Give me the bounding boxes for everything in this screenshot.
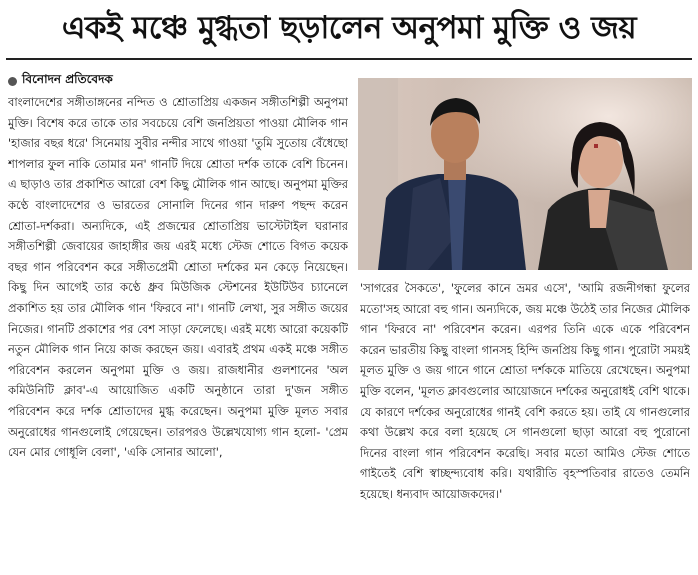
byline-bullet-icon: [8, 77, 17, 86]
headline: একই মঞ্চে মুগ্ধতা ছড়ালেন অনুপমা মুক্তি ও জয়: [61, 10, 637, 46]
article-photo: [358, 78, 692, 270]
byline: [8, 72, 113, 90]
article-column-left: বাংলাদেশের সঙ্গীতাঙ্গনের নন্দিত ও শ্রোতাপ্রিয় একজন সঙ্গীতশিল্পী অনুপমা মুক্তি। বিশেষ করে তাকে তার সবচেয়ে বেশি জনপ্রিয়তা পাওয়া মৌলিক গান 'হাজার বছর ধরে' সিনেমায় সুবীর নন্দীর সাথে গাওয়া 'তুমি সুতোয় বেঁধেছো শাপলার ফুল নাকি তোমার মন' গানটি দিয়ে শ্রোতা দর্শক তাকে বেশি চিনেন। এ ছাড়াও তার প্রকাশিত আরো বেশ কিছু মৌলিক গান আছে। অনুপমা মুক্তির কণ্ঠে বাংলাদেশের ও ভারতের সোনালি দিনের গান দারুণ পছন্দ করেন শ্রোতা-দর্শকরা। অন্যদিকে, এই প্রজন্মের শ্রোতাপ্রিয় ভাস্টেটাইল ঘরানার সঙ্গীতশিল্পী জেবায়ের জাহাঙ্গীর জয় এরই মধ্যে স্টেজ শোতে বিগত কয়েক বছর গান পরিবেশন করে সঙ্গীতপ্রেমী শ্রোতা দর্শকের মন কেড়ে নিয়েছেন। কিছু দিন আগেই তার কণ্ঠে ধ্রুব মিউজিক স্টেশনের ইউটিউব চ্যানেলে প্রকাশিত হয় তার মৌলিক গান 'ফিরবে না'। গানটি লেখা, সুর সঙ্গীত জয়ের নিজের। গানটি প্রকাশের পর বেশ সাড়া ফেলেছে। এরই মধ্যে আরো কয়েকটি নতুন মৌলিক গান নিয়ে কাজ করছেন জয়। এবারই প্রথম একই মঞ্চে সঙ্গীত পরিবেশন করলেন অনুপমা মুক্তি ও জয়। রাজধানীর গুলশানের 'অল কমিউনিটি ক্লাব'-এ আয়োজিত একটি অনুষ্ঠানে তারা দু'জন সঙ্গীত পরিবেশন করে দর্শক শ্রোতাদের মুগ্ধ করেছেন। অনুপমা মুক্তি মূলত সবার অনুরোধের গানগুলোই গেয়েছেন। তারপরও উল্লেখযোগ্য গান হলো- 'প্রেম যেন মোর গোধূলি বেলা', 'একি সোনার আলো',: [8, 95, 348, 460]
byline-text: বিনোদন প্রতিবেদক: [22, 72, 113, 86]
photo-illustration: [358, 78, 692, 270]
article-column-right: 'সাগরের সৈকতে', 'ফুলের কানে ভ্রমর এসে', 'আমি রজনীগন্ধা ফুলের মতো'সহ আরো বহু গান। অন্যদিকে, জয় মঞ্চে উঠেই তার নিজের মৌলিক গান 'ফিরবে না' পরিবেশন করেন। এরপর তিনি একে একে পরিবেশন করেন ভারতীয় কিছু বাংলা গানসহ হিন্দি জনপ্রিয় কিছু গান। পুরোটা সময়ই মূলত মুক্তি ও জয় গানে গানে শ্রোতা দর্শককে মাতিয়ে রেখেছেন। অনুপমা মুক্তি বলেন, 'মূলত ক্লাবগুলোর আয়োজনে দর্শকের অনুরোধই বেশি থাকে। যে কারণে দর্শকের অনুরোধের গানই বেশি করতে হয়। তাই যে গানগুলোর কথা উল্লেখ করে বলা হয়েছে সে গানগুলো ছাড়া আরো বহু পুরোনো দিনের বাংলা গান পরিবেশন করেছি। সবার মতো আমিও স্টেজ শোতে গাইতেই বেশি স্বাচ্ছন্দ্যবোধ করি। যথারীতি বৃহস্পতিবার রাতেও তেমনি হয়েছে। ধন্যবাদ আয়োজকদের।': [360, 281, 690, 501]
headline-rule: [6, 58, 692, 60]
